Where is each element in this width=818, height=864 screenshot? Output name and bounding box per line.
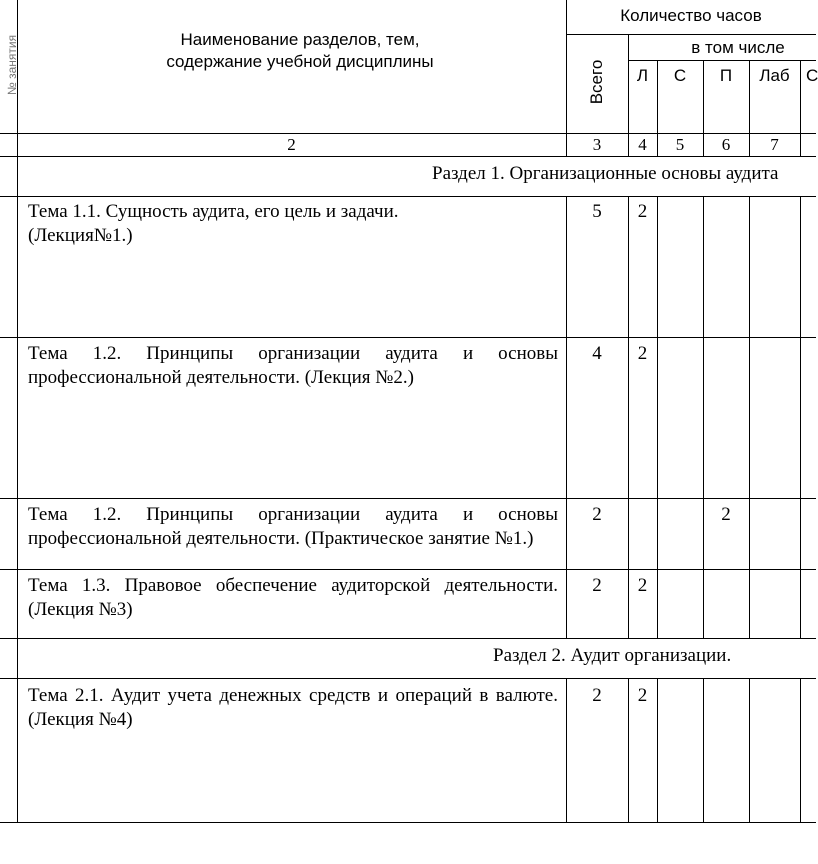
topic-cell: Тема 1.3. Правовое обеспечение аудиторской деятельности. (Лекция №3) (28, 575, 558, 620)
column-number: 2 (287, 135, 296, 154)
grid-line (0, 337, 816, 338)
grid-line (17, 0, 18, 822)
column-header-lab: Лаб (759, 66, 790, 85)
lecture-hours: 2 (637, 685, 648, 706)
lecture-hours: 2 (637, 343, 648, 364)
practice-hours: 2 (721, 504, 731, 525)
grid-line (0, 156, 816, 157)
column-header-l: Л (636, 66, 649, 85)
column-header-s: С (673, 66, 687, 85)
grid-line (749, 196, 750, 638)
column-header-hours: Количество часов (620, 6, 762, 25)
grid-line (657, 678, 658, 822)
column-number: 3 (592, 135, 602, 154)
column-number: 7 (770, 135, 779, 154)
section-title: Раздел 2. Аудит организации. (493, 645, 732, 666)
lecture-hours: 2 (637, 575, 648, 596)
column-header-cut: С (806, 66, 818, 85)
grid-line (703, 678, 704, 822)
grid-line (0, 569, 816, 570)
column-header-p: П (719, 66, 733, 85)
grid-line (0, 822, 816, 823)
topic-cell: Тема 1.2. Принципы организации аудита и основы профессиональной деятельности. (Лекция №2.) (28, 343, 558, 388)
grid-line (0, 498, 816, 499)
grid-line (800, 196, 801, 638)
section-title: Раздел 1. Организационные основы аудита (432, 163, 779, 184)
column-number: 6 (721, 135, 731, 154)
total-hours: 2 (592, 685, 602, 706)
column-number: 4 (638, 135, 647, 154)
grid-line (0, 638, 816, 639)
column-number: 5 (675, 135, 685, 154)
total-hours: 2 (592, 575, 602, 596)
grid-line (657, 196, 658, 638)
topic-cell: Тема 2.1. Аудит учета денежных средств и операций в валюте. (Лекция №4) (28, 685, 558, 730)
grid-line (628, 196, 629, 638)
grid-line (749, 678, 750, 822)
topic-cell: Тема 1.1. Сущность аудита, его цель и задачи. (Лекция№1.) (28, 201, 399, 246)
grid-line (0, 196, 816, 197)
total-hours: 2 (592, 504, 602, 525)
total-hours: 5 (592, 201, 602, 222)
grid-line (800, 678, 801, 822)
grid-line (703, 196, 704, 638)
grid-line (800, 60, 801, 156)
column-header-including: в том числе (691, 38, 785, 57)
total-hours: 4 (592, 343, 602, 364)
lesson-number-header: № занятия (5, 34, 19, 96)
column-header-name: Наименование разделов, тем, содержание учебной дисциплины (166, 30, 434, 71)
lecture-hours: 2 (637, 201, 648, 222)
topic-cell: Тема 1.2. Принципы организации аудита и основы профессиональной деятельности. (Практическое занятие №1.) (28, 504, 558, 549)
grid-line (0, 678, 816, 679)
column-header-total: Всего (587, 59, 606, 105)
grid-line (566, 196, 567, 638)
